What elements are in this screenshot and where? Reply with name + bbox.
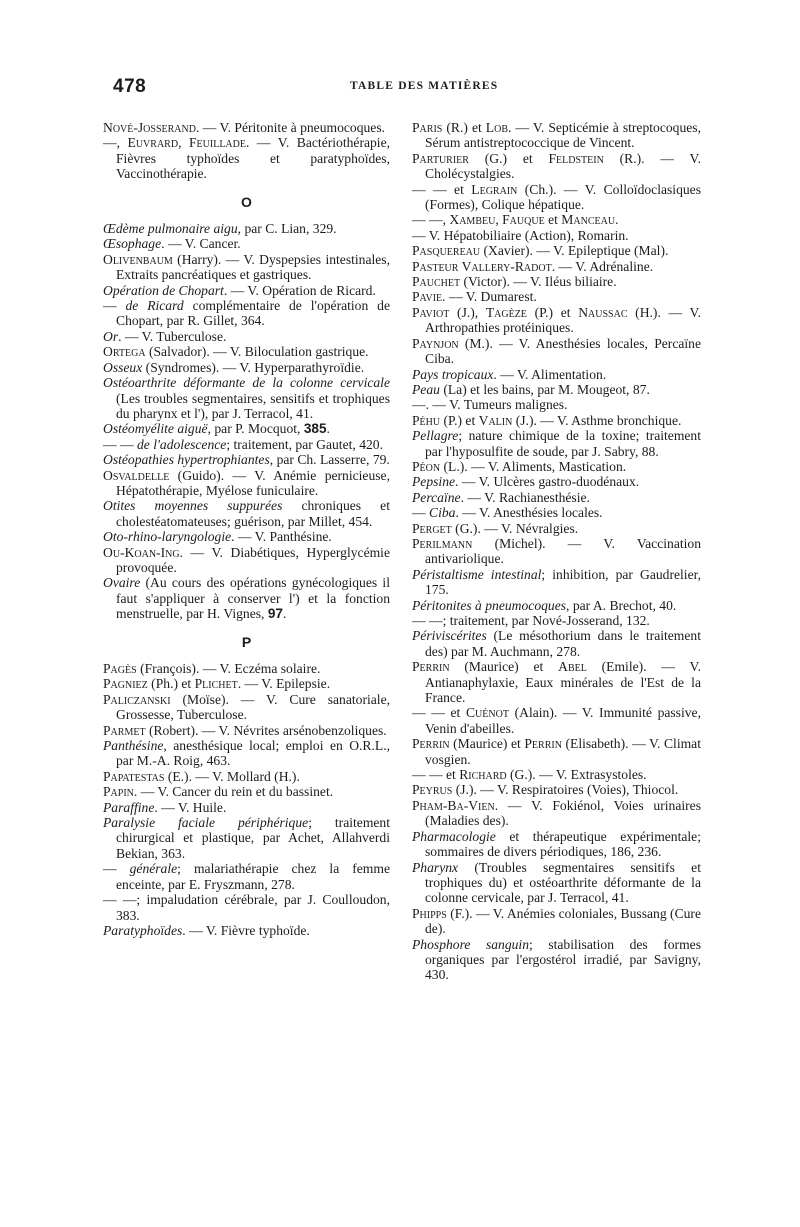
index-entry: — —; traitement, par Nové-Josserand, 132. bbox=[412, 613, 650, 628]
index-entry: Paralysie faciale périphérique; traitement chirurgical et plastique, par Achet, Allahverdi Bekian, 363. bbox=[103, 815, 391, 861]
index-entry: Oto-rhino-laryngologie. — V. Panthésine. bbox=[103, 529, 332, 545]
index-entry: Percaïne. — V. Rachianesthésie. bbox=[412, 489, 590, 505]
index-entry: Osvaldelle (Guido). — V. Anémie pernicieuse, Hépatothérapie, Myélose funiculaire. bbox=[103, 467, 390, 498]
index-entry: — — et Cuénot (Alain). — V. Immunité passive, Venin d'abeilles. bbox=[412, 705, 701, 736]
index-entry: Pharynx (Troubles segmentaires sensitifs et trophiques du) et ostéoarthrite déformante de la colonne cervicale, par J. Terracol, 41. bbox=[412, 859, 701, 906]
index-entry: Pasquereau (Xavier). — V. Epileptique (Mal). bbox=[412, 243, 669, 259]
section-letter-o: O bbox=[241, 193, 252, 210]
index-entry: — — et Richard (G.). — V. Extrasystoles. bbox=[412, 767, 647, 783]
index-entry: Ostéopathies hypertrophiantes, par Ch. Lasserre, 79. bbox=[103, 452, 390, 468]
index-entry: Pagès (François). — V. Eczéma solaire. bbox=[103, 661, 321, 676]
index-entry: Papin. — V. Cancer du rein et du bassinet. bbox=[103, 784, 334, 800]
index-entry: Pays tropicaux. — V. Alimentation. bbox=[412, 366, 607, 382]
entries-p-continued-group bbox=[412, 120, 701, 983]
index-entry: Péon (L.). — V. Aliments, Mastication. bbox=[412, 458, 627, 474]
index-entry: Osseux (Syndromes). — V. Hyperparathyroïdie. bbox=[103, 359, 365, 375]
running-title: TABLE DES MATIÈRES bbox=[350, 80, 499, 92]
index-entry: Perrin (Maurice) et Abel (Emile). — V. Antianaphylaxie, Eaux minérales de l'Est de la France. bbox=[412, 659, 701, 706]
index-entry: — de Ricard complémentaire de l'opération de Chopart, par R. Gillet, 364. bbox=[103, 298, 390, 329]
index-entry: Paraffine. — V. Huile. bbox=[103, 799, 227, 815]
index-entry: Paratyphoïdes. — V. Fièvre typhoïde. bbox=[103, 922, 310, 938]
index-entry: Opération de Chopart. — V. Opération de Ricard. bbox=[103, 282, 376, 298]
index-entry: Perilmann (Michel). — V. Vaccination antivariolique. bbox=[412, 535, 701, 567]
index-entry: Pavie. — V. Dumarest. bbox=[412, 289, 537, 305]
index-entry: Otites moyennes suppurées chroniques et cholestéatomateuses; guérison, par Millet, 454. bbox=[103, 498, 390, 529]
index-entry: — — de l'adolescence; traitement, par Gautet, 420. bbox=[103, 436, 383, 452]
index-entry: — —; impaludation cérébrale, par J. Coulloudon, 383. bbox=[103, 892, 390, 923]
index-entry: — V. Hépatobiliaire (Action), Romarin. bbox=[412, 227, 629, 243]
index-entry: Panthésine, anesthésique local; emploi en O.R.L., par M.-A. Roig, 463. bbox=[103, 738, 390, 769]
index-entry: Perrin (Maurice) et Perrin (Elisabeth). — V. Climat vosgien. bbox=[412, 736, 701, 767]
entries-n-group bbox=[103, 120, 390, 182]
page-number: 478 bbox=[113, 76, 147, 97]
index-entry: Œdème pulmonaire aigu, par C. Lian, 329. bbox=[103, 221, 337, 237]
entries-o-group bbox=[103, 221, 390, 622]
index-entry: Pharmacologie et thérapeutique expérimentale; sommaires de divers périodiques, 186, 236. bbox=[412, 828, 701, 860]
index-entry: Or. — V. Tuberculose. bbox=[103, 328, 227, 344]
index-entry: Nové-Josserand. — V. Péritonite à pneumocoques. bbox=[103, 120, 386, 135]
index-entry: Péhu (P.) et Valin (J.). — V. Asthme bronchique. bbox=[412, 412, 682, 428]
index-entry: Peau (La) et les bains, par M. Mougeot, 87. bbox=[412, 381, 650, 397]
index-entry: — Ciba. — V. Anesthésies locales. bbox=[412, 505, 603, 521]
index-entry: Ou-Koan-Ing. — V. Diabétiques, Hyperglycémie provoquée. bbox=[103, 544, 390, 575]
index-entry: Paliczanski (Moïse). — V. Cure sanatoriale, Grossesse, Tuberculose. bbox=[103, 691, 390, 723]
index-entry: Parmet (Robert). — V. Névrites arsénobenzoliques. bbox=[103, 722, 387, 738]
index-entry: Ostéoarthrite déformante de la colonne cervicale (Les troubles segmentaires, sensitifs et trophiques du pharynx et l'), par J. Terracol, 41. bbox=[103, 375, 390, 421]
index-entry: Papatestas (E.). — V. Mollard (H.). bbox=[103, 768, 300, 784]
index-entry: Pagniez (Ph.) et Plichet. — V. Epilepsie. bbox=[103, 676, 331, 692]
index-entry: Parturier (G.) et Feldstein (R.). — V. Cholécystalgies. bbox=[412, 150, 701, 182]
index-entry: Olivenbaum (Harry). — V. Dyspepsies intestinales, Extraits pancréatiques et gastriques. bbox=[103, 251, 390, 283]
index-entry: Péritonites à pneumocoques, par A. Brechot, 40. bbox=[412, 597, 677, 613]
index-entry: Ostéomyélite aiguë, par P. Mocquot, 385. bbox=[103, 421, 330, 437]
index-entry: — — et Legrain (Ch.). — V. Colloïdoclasiques (Formes), Colique hépatique. bbox=[412, 181, 701, 213]
index-entry: —, Euvrard, Feuillade. — V. Bactériothérapie, Fièvres typhoïdes et paratyphoïdes, Vaccinothérapie. bbox=[103, 135, 391, 182]
section-letter-p: P bbox=[241, 633, 252, 650]
index-entry: Ovaire (Au cours des opérations gynécologiques il faut s'appliquer à conserver l') et la fonction menstruelle, par H. Vignes, 97. bbox=[103, 575, 390, 622]
index-entry: Paviot (J.), Tagèze (P.) et Naussac (H.). — V. Arthropathies protéiniques. bbox=[412, 304, 701, 336]
index-entry: Pellagre; nature chimique de la toxine; traitement par l'hyposulfite de soude, par J. Sabry, 88. bbox=[412, 428, 701, 459]
left-column bbox=[103, 120, 390, 938]
index-entry: Périviscérites (Le mésothorium dans le traitement des) par M. Auchmann, 278. bbox=[412, 628, 701, 659]
entries-p-group bbox=[103, 661, 390, 938]
index-entry: Pauchet (Victor). — V. Iléus biliaire. bbox=[412, 274, 617, 290]
index-entry: Phipps (F.). — V. Anémies coloniales, Bussang (Cure de). bbox=[412, 905, 701, 937]
index-entry: Phosphore sanguin; stabilisation des formes organiques par l'ergostérol irradié, par Savigny, 430. bbox=[412, 936, 701, 983]
index-entry: Peyrus (J.). — V. Respiratoires (Voies), Thiocol. bbox=[412, 782, 679, 798]
index-entry: Pham-Ba-Vien. — V. Fokiénol, Voies urinaires (Maladies des). bbox=[412, 797, 701, 829]
right-column bbox=[412, 120, 701, 983]
index-entry: — générale; malariathérapie chez la femme enceinte, par E. Fryszmann, 278. bbox=[103, 861, 390, 892]
index-entry: Pepsine. — V. Ulcères gastro-duodénaux. bbox=[412, 474, 640, 490]
index-entry: Paynjon (M.). — V. Anesthésies locales, Percaïne Ciba. bbox=[412, 335, 701, 367]
index-entry: — —, Xambeu, Fauque et Manceau. bbox=[412, 212, 619, 228]
index-entry: Péristaltisme intestinal; inhibition, par Gaudrelier, 175. bbox=[412, 566, 701, 598]
index-entry: Œsophage. — V. Cancer. bbox=[103, 236, 241, 252]
index-entry: —. — V. Tumeurs malignes. bbox=[412, 397, 568, 413]
index-entry: Pasteur Vallery-Radot. — V. Adrénaline. bbox=[412, 258, 654, 274]
index-entry: Ortega (Salvador). — V. Biloculation gastrique. bbox=[103, 344, 369, 360]
index-entry: Paris (R.) et Lob. — V. Septicémie à streptocoques, Sérum antistreptococcique de Vincent. bbox=[412, 120, 701, 151]
index-entry: Perget (G.). — V. Névralgies. bbox=[412, 520, 579, 536]
